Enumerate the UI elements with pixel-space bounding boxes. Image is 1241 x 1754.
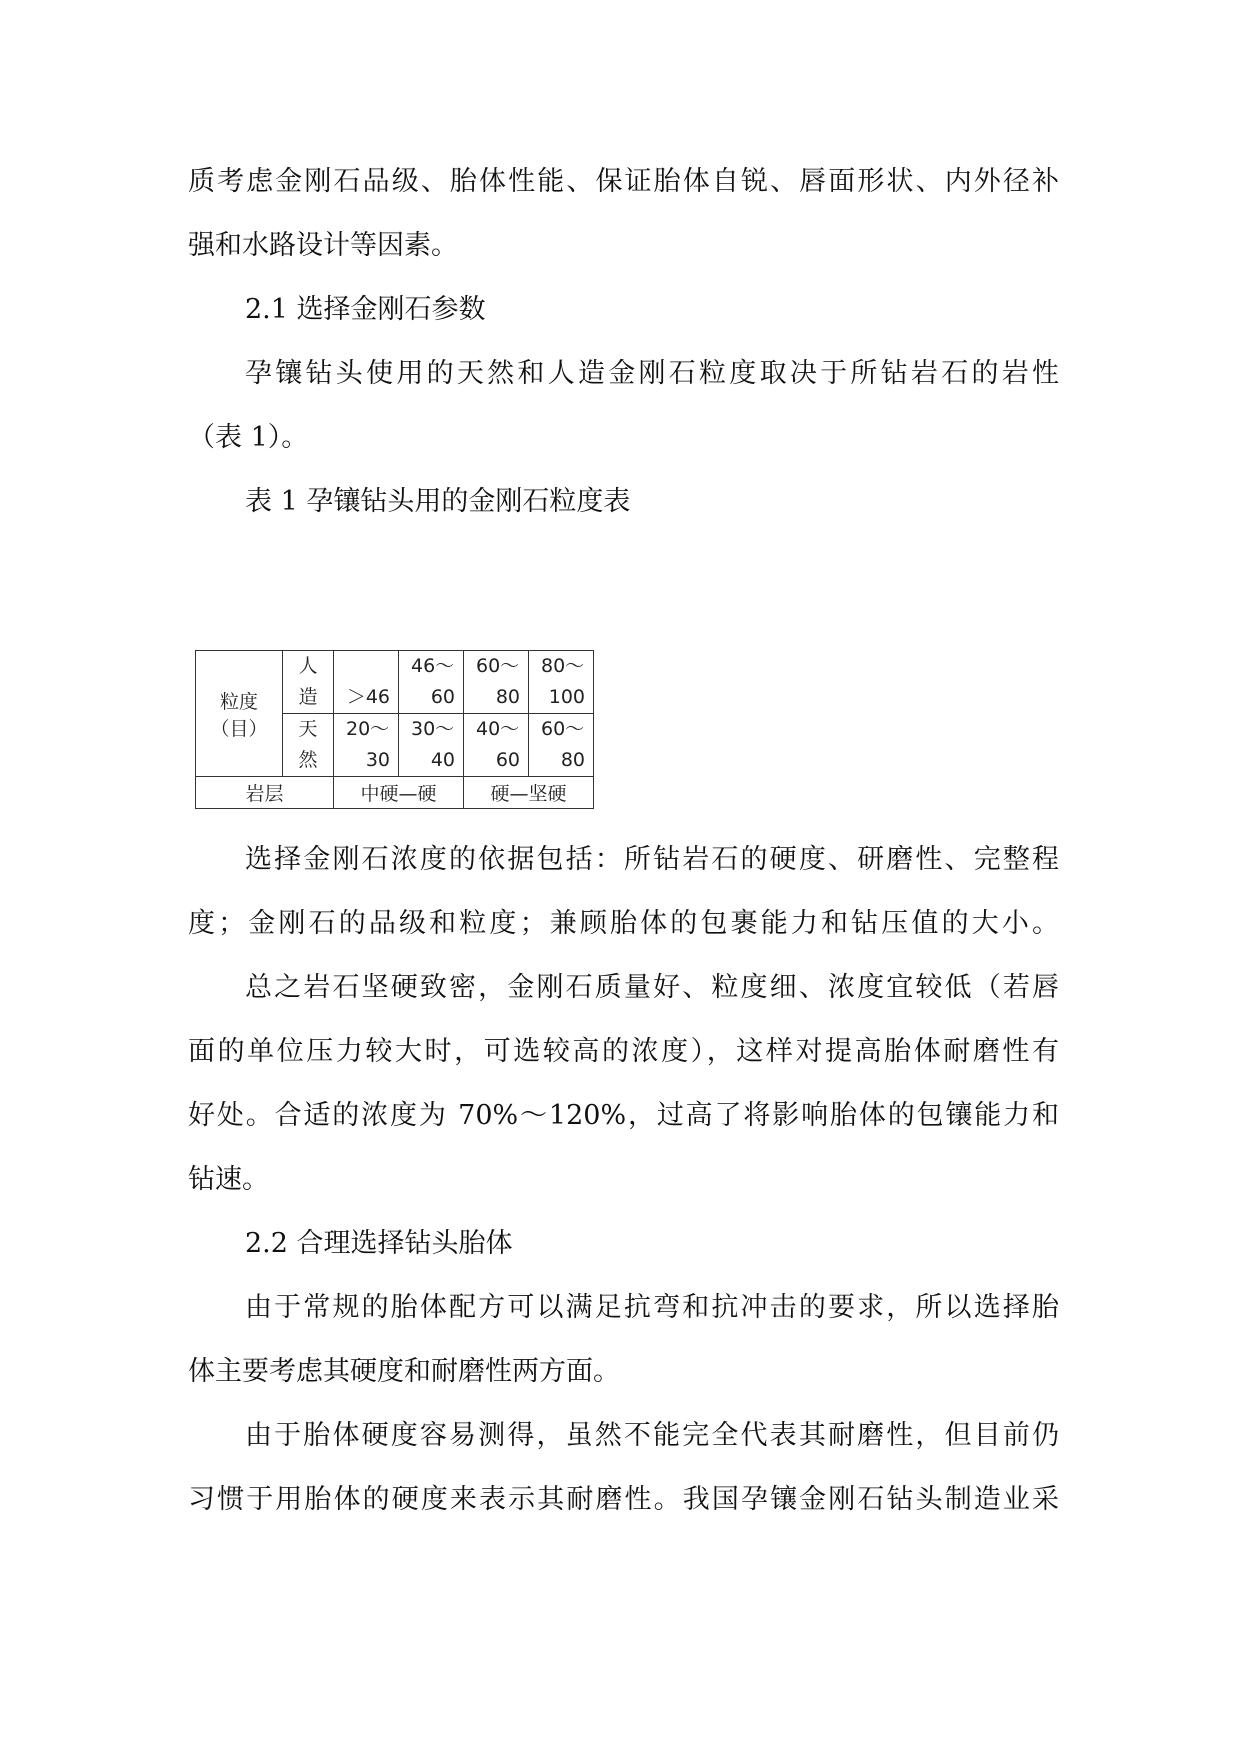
paragraph-line: 好处。合适的浓度为 70%～120%，过高了将影响胎体的包镶能力和 bbox=[188, 1100, 1059, 1131]
table-cell: 60～ 80 bbox=[529, 714, 594, 777]
table-rock-hard: 硬—坚硬 bbox=[464, 777, 594, 809]
paragraph-line: 总之岩石坚硬致密，金刚石质量好、粒度细、浓度宜较低（若唇 bbox=[245, 972, 1059, 1003]
table-caption: 表 1 孕镶钻头用的金刚石粒度表 bbox=[245, 486, 631, 517]
paragraph-line: 孕镶钻头使用的天然和人造金刚石粒度取决于所钻岩石的岩性 bbox=[245, 358, 1059, 389]
table-label-natural: 天 然 bbox=[283, 714, 334, 777]
table-cell: ＞46 bbox=[334, 651, 399, 714]
table-cell: 80～ 100 bbox=[529, 651, 594, 714]
paragraph-line: 度；金刚石的品级和粒度；兼顾胎体的包裹能力和钻压值的大小。 bbox=[188, 908, 1059, 939]
diamond-grain-size-table bbox=[195, 650, 594, 809]
paragraph-line: 质考虑金刚石品级、胎体性能、保证胎体自锐、唇面形状、内外径补 bbox=[188, 166, 1059, 197]
table-rock-medium-hard: 中硬—硬 bbox=[334, 777, 464, 809]
table-cell: 20～ 30 bbox=[334, 714, 399, 777]
paragraph-line: 习惯于用胎体的硬度来表示其耐磨性。我国孕镶金刚石钻头制造业采 bbox=[188, 1484, 1059, 1515]
table-label-artificial: 人 造 bbox=[283, 651, 334, 714]
table-rock-label: 岩层 bbox=[196, 777, 334, 809]
table-cell: 40～ 60 bbox=[464, 714, 529, 777]
paragraph-line: 面的单位压力较大时，可选较高的浓度），这样对提高胎体耐磨性有 bbox=[188, 1036, 1059, 1067]
table-rowhead-grain-size: 粒度 （目） bbox=[196, 651, 283, 777]
paragraph-line: 选择金刚石浓度的依据包括：所钻岩石的硬度、研磨性、完整程 bbox=[245, 844, 1059, 875]
table-cell: 30～ 40 bbox=[399, 714, 464, 777]
paragraph-line: 由于胎体硬度容易测得，虽然不能完全代表其耐磨性，但目前仍 bbox=[245, 1420, 1059, 1451]
paragraph-line: （表 1）。 bbox=[188, 422, 309, 453]
section-heading-2-1: 2.1 选择金刚石参数 bbox=[245, 294, 486, 325]
paragraph-line: 强和水路设计等因素。 bbox=[188, 230, 458, 261]
section-heading-2-2: 2.2 合理选择钻头胎体 bbox=[245, 1228, 513, 1259]
paragraph-line: 由于常规的胎体配方可以满足抗弯和抗冲击的要求，所以选择胎 bbox=[245, 1292, 1059, 1323]
table-cell: 60～ 80 bbox=[464, 651, 529, 714]
paragraph-line: 钻速。 bbox=[188, 1164, 269, 1195]
paragraph-line: 体主要考虑其硬度和耐磨性两方面。 bbox=[188, 1356, 620, 1387]
table-cell: 46～ 60 bbox=[399, 651, 464, 714]
